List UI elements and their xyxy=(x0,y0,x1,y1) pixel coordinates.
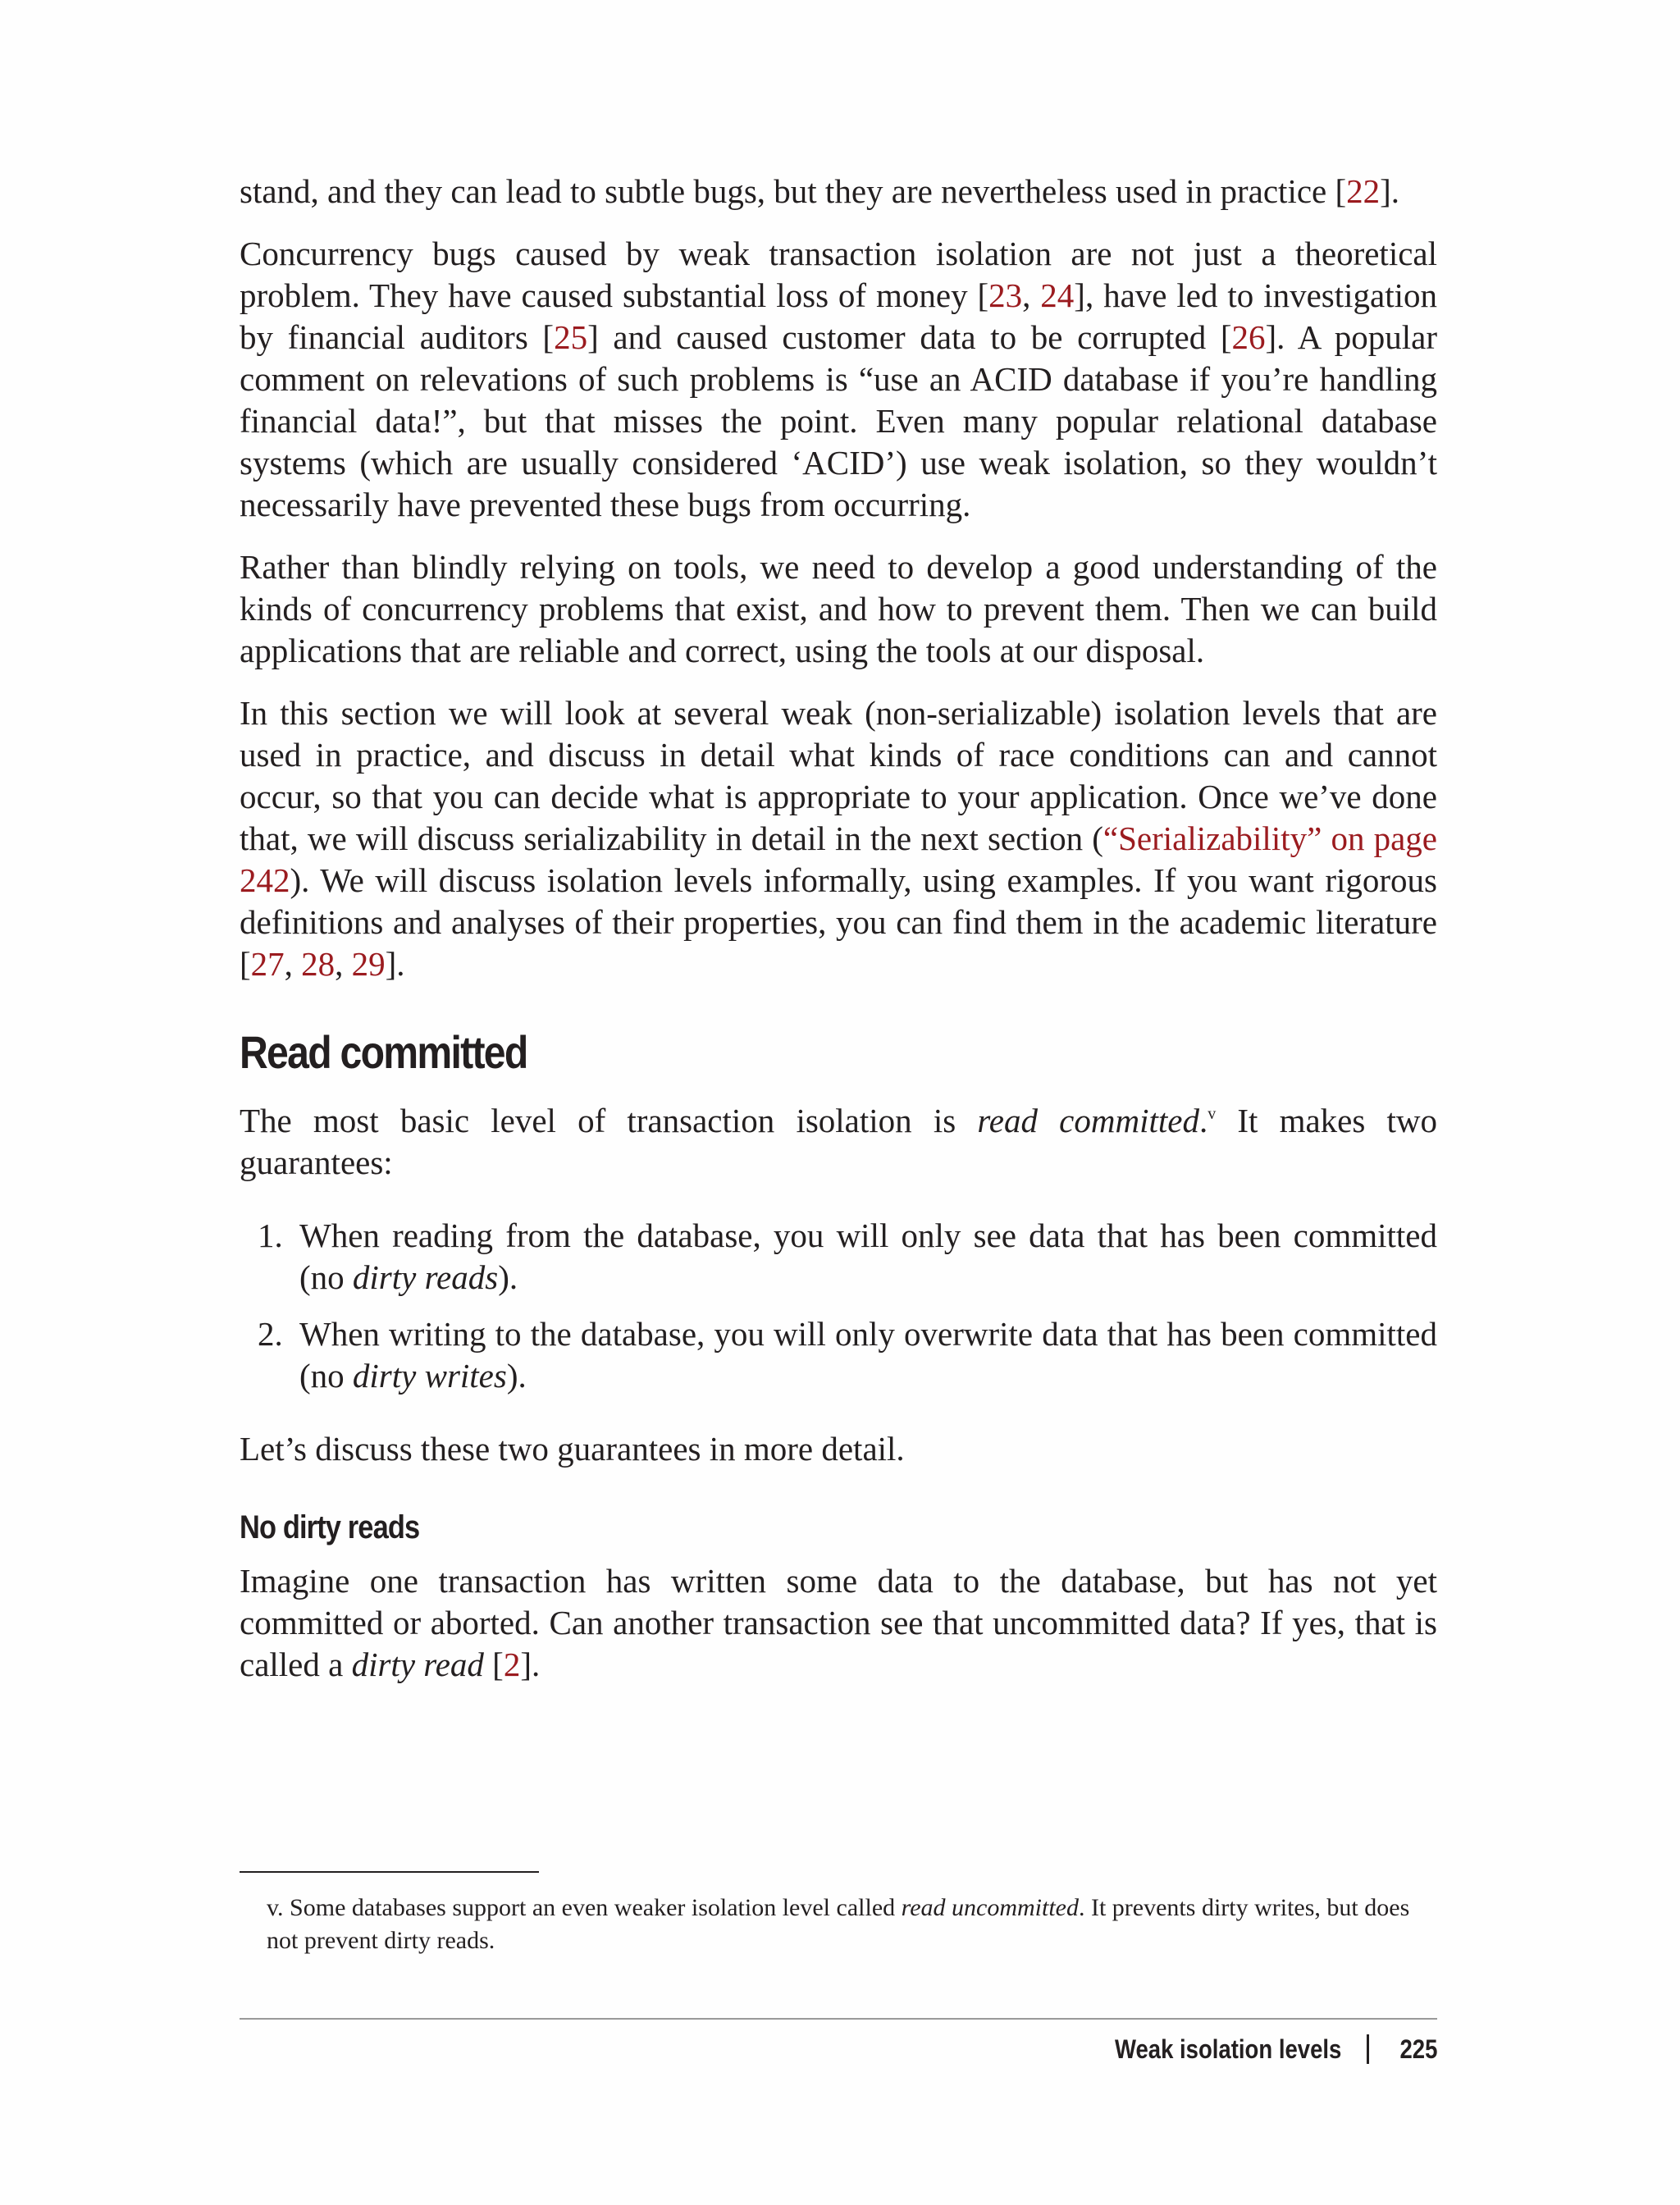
text: When reading from the database, you will only see data that has been committed (no xyxy=(299,1217,1437,1296)
text: . It prevents dirty writes, but does not prevent dirty reads. xyxy=(267,1894,1410,1954)
text: [ xyxy=(483,1646,504,1683)
footnote-divider xyxy=(240,1871,539,1873)
list-item xyxy=(240,1313,1437,1397)
section-intro xyxy=(240,1100,1437,1184)
text: . xyxy=(1198,1102,1208,1139)
emphasis: read uncommitted xyxy=(901,1894,1079,1921)
text: v. Some databases support an even weaker isolation level called xyxy=(267,1894,902,1921)
citation-link[interactable]: 23 xyxy=(988,276,1023,314)
emphasis: dirty read xyxy=(351,1646,484,1683)
list-item xyxy=(240,1215,1437,1299)
footer-divider xyxy=(240,2018,1437,2020)
paragraph-4 xyxy=(240,692,1437,985)
citation-link[interactable]: 28 xyxy=(301,945,336,983)
section-heading: Read committed xyxy=(240,1026,527,1078)
running-footer-title: Weak isolation levels xyxy=(1115,2034,1342,2064)
text: ]. xyxy=(520,1646,541,1683)
citation-link[interactable]: 2 xyxy=(503,1646,521,1683)
citation-link[interactable]: 25 xyxy=(554,318,588,356)
list-number: 2. xyxy=(258,1315,283,1353)
text: ). We will discuss isolation levels informally, using examples. If you want rigorous definitions and analyses of their properties, you can find them in the academic literature [ xyxy=(240,861,1437,983)
footnote-marker[interactable]: v xyxy=(1208,1105,1217,1123)
citation-link[interactable]: 26 xyxy=(1231,318,1266,356)
text: The most basic level of transaction isolation is xyxy=(240,1102,978,1139)
text: When writing to the database, you will only overwrite data that has been committed (no xyxy=(299,1315,1437,1395)
subsection-paragraph xyxy=(240,1560,1437,1686)
after-list-paragraph: Let’s discuss these two guarantees in more detail. xyxy=(240,1430,905,1468)
text: Rather than blindly relying on tools, we need to develop a good understanding of the kinds of concurrency problems that exist, and how to prevent them. Then we can build applications that are reliable and correct, using the tools at our disposal. xyxy=(240,548,1437,669)
citation-link[interactable]: 29 xyxy=(351,945,386,983)
text: ]. xyxy=(385,945,405,983)
emphasis: read committed xyxy=(977,1102,1199,1139)
text: ]. xyxy=(1380,172,1400,210)
text: , xyxy=(335,945,352,983)
body-text xyxy=(240,171,1437,1706)
text: ]. A popular comment on relevations of such problems is “use an ACID database if you’re handling financial data!”, but that misses the point. Even many popular relational database systems (which are usually considered ‘ACID’) use weak isolation, so they wouldn’t necessarily have prevented these bugs from occurring. xyxy=(240,318,1437,523)
text: In this section we will look at several weak (non-serializable) isolation levels that are used in practice, and discuss in detail what kinds of race conditions can and cannot occur, so that you can decide what is appropriate to your application. Once we’ve done that, we will discuss serializability in detail in the next section ( xyxy=(240,694,1437,857)
list-number: 1. xyxy=(258,1217,283,1254)
guarantees-list xyxy=(240,1215,1437,1397)
paragraph-2 xyxy=(240,233,1437,526)
emphasis: dirty writes xyxy=(352,1357,507,1395)
text: ). xyxy=(498,1258,518,1296)
text: ] and caused customer data to be corrupted [ xyxy=(587,318,1232,356)
citation-link[interactable]: 24 xyxy=(1040,276,1075,314)
citation-link[interactable]: 22 xyxy=(1346,172,1381,210)
text: Concurrency bugs caused by weak transaction isolation are not just a theoretical problem. They have caused substantial loss of money [ xyxy=(240,235,1437,314)
footnote xyxy=(267,1892,1415,1957)
text: Imagine one transaction has written some data to the database, but has not yet committed or aborted. Can another transaction see that uncommitted data? If yes, that is called a xyxy=(240,1562,1437,1683)
text: stand, and they can lead to subtle bugs, but they are nevertheless used in practice [ xyxy=(240,172,1347,210)
footer-separator xyxy=(1367,2034,1369,2064)
page-footer xyxy=(1078,2031,1437,2067)
text: ], have led to investigation by financial auditors [ xyxy=(240,276,1437,356)
paragraph-1 xyxy=(240,171,1437,212)
paragraph-3 xyxy=(240,546,1437,672)
cross-reference-link[interactable]: “Serializability” on page 242 xyxy=(240,819,1438,899)
text: , xyxy=(284,945,302,983)
text: , xyxy=(1022,276,1041,314)
page-number: 225 xyxy=(1399,2034,1437,2064)
text: ). xyxy=(506,1357,527,1395)
emphasis: dirty reads xyxy=(352,1258,499,1296)
citation-link[interactable]: 27 xyxy=(250,945,285,983)
text: It makes two guarantees: xyxy=(240,1102,1437,1181)
subsection-heading: No dirty reads xyxy=(240,1509,420,1545)
